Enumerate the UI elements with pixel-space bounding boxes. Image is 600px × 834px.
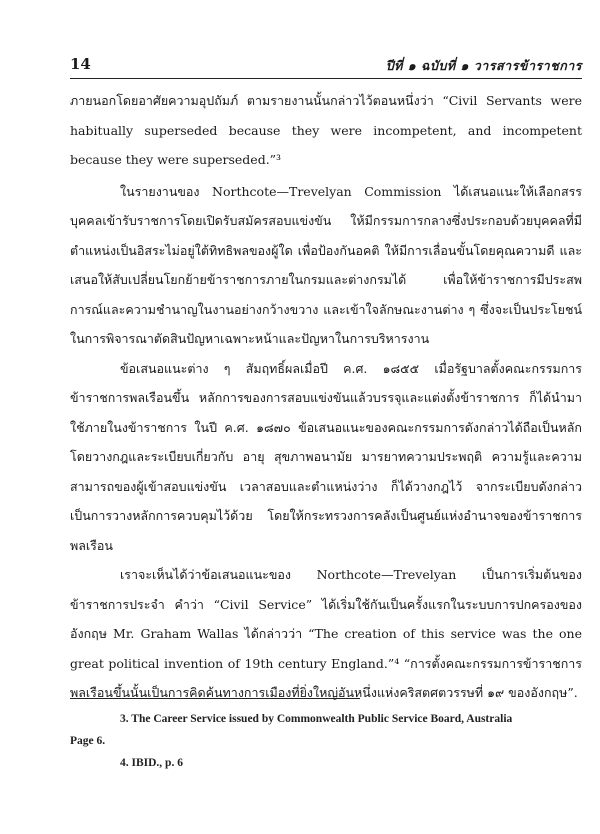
paragraph-4: เราจะเห็นได้ว่าข้อเสนอแนะของ Northcote—Trevelyan เป็นการเริ่มต้นของข้าราชการประจำ คำว่า “Civil Service” ได้เริ่มใช้กันเป็นครั้งแรกในระบบการปกครองของอังกฤษ Mr. Graham Wallas ได้กล่าวว่า “The creation of this service was the one great political invention of 19th century England.”⁴ “การตั้งคณะกรรมการข้าราชการพลเรือนขึ้นนั้นเป็นการคิดค้นทางการเมืองที่ยิ่งใหญ่อันหนึ่งแห่งคริสตศตวรรษที่ ๑๙ ของอังกฤษ”. [70,567,582,700]
footnote-3-continuation: Page 6. [70,735,106,747]
body-text [70,86,582,708]
paragraph-1: ภายนอกโดยอาศัยความอุปถัมภ์ ตามรายงานนั้นกล่าวไว้ตอนหนึ่งว่า “Civil Servants were habitually superseded because they were incompetent, and incompetent because they were superseded.”³ [70,93,582,167]
footnote-4: 4. IBID., p. 6 [120,757,183,769]
header-rule [70,78,582,79]
running-header: ปีที่ ๑ ฉบับที่ ๑ วารสารข้าราชการ [385,58,582,73]
footnote-rule [70,698,360,699]
footnotes [70,708,582,774]
paragraph-2: ในรายงานของ Northcote—Trevelyan Commission ได้เสนอแนะให้เลือกสรรบุคคลเข้ารับราชการโดยเปิดรับสมัครสอบแข่งขัน ให้มีกรรมการกลางซึ่งประกอบด้วยบุคคลที่มีตำแหน่งเป็นอิสระไม่อยู่ใต้ทิทธิพลของผู้ใด เพื่อป้องกันอคติ ให้มีการเลื่อนขั้นโดยคุณความดี และเสนอให้สับเปลี่ยนโยกย้ายข้าราชการภายในกรมและต่างกรมได้ เพื่อให้ข้าราชการมีประสพการณ์และความชำนาญในงานอย่างกว้างขวาง และเข้าใจลักษณะงานต่าง ๆ ซึ่งจะเป็นประโยชน์ในการพิจารณาตัดสินปัญหาเฉพาะหน้าและปัญหาในการบริหารงาน [70,183,582,346]
paragraph-3: ข้อเสนอแนะต่าง ๆ สัมฤทธิ์ผลเมื่อปี ค.ศ. ๑๘๕๕ เมื่อรัฐบาลตั้งคณะกรรมการข้าราชการพลเรือนขึ้น หลักการของการสอบแข่งขันแล้วบรรจุและแต่งตั้งข้าราชการ ก็ได้นำมาใช้ภายในงข้าราชการ ในปี ค.ศ. ๑๘๗๐ ข้อเสนอแนะของคณะกรรมการดังกล่าวได้ถือเป็นหลัก โดยวางกฎและระเบียบเกี่ยวกับ อายุ สุขภาพอนามัย มารยาทความประพฤติ ความรู้และความสามารถของผู้เข้าสอบแข่งขัน เวลาสอบและตำแหน่งว่าง ก็ได้วางกฎไว้ จากระเบียบดังกล่าวเป็นการวางหลักการควบคุมไว้ด้วย โดยให้กระทรวงการคลังเป็นศูนย์แห่งอำนาจของข้าราชการพลเรือน [70,360,582,553]
footnote-3: 3. The Career Service issued by Commonwealth Public Service Board, Australia [120,713,513,725]
page-number: 14 [70,55,91,73]
